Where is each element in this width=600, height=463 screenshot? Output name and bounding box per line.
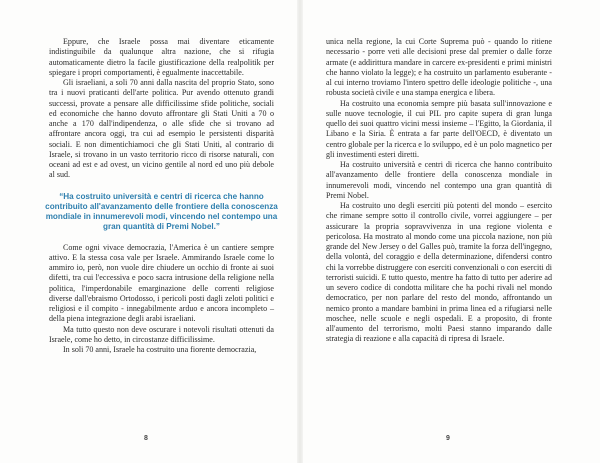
paragraph: Come ogni vivace democrazia, l'America è un cantiere sempre attivo. E la stessa cosa vale per Israele. Ammirando Israele come lo ammiro io, però, non vuole dire chiudere un occhio di fronte ai suoi difetti, tra cui l'eccessiva e poco sacra intrusione della religione nella politica, l'imperdonabile emarginazione delle correnti religiose diverse dall'ebraismo Ortodosso, i pericoli posti dagli zeloti politici e religiosi e il compito - innegabilmente arduo e ancora incompleto – della piena integrazione degli arabi israeliani.	[49, 242, 274, 324]
paragraph: Ha costruito uno degli eserciti più potenti del mondo – esercito che rimane sempre sotto il controllo civile, vorrei aggiungere – per assicurare la propria sopravvivenza in una regione violenta e pericolosa. Ha mostrato al mondo come una piccola nazione, non più grande del New Jersey o del Galles può, tramite la forza dell'ingegno, della volontà, del coraggio e della determinazione, difendersi contro chi la vorrebbe distruggere con eserciti convenzionali o con eserciti di terroristi suicidi. E tutto questo, mentre ha fatto di tutto per aderire ad un severo codice di condotta militare che ha pochi rivali nel mondo democratico, per non parlare del resto del mondo, affrontando un nemico pronto a mandare bambini in prima linea ed a rifugiarsi nelle moschee, nelle scuole e negli ospedali. E a proposito, di fronte all'aumento del terrorismo, molti Paesi stanno imparando dalle strategia di reazione e alla capacità di ripresa di Israele.	[326, 201, 552, 344]
paragraph: Eppure, che Israele possa mai diventare eticamente indistinguibile da qualunque altra nazione, che si rifugia automaticamente dietro la facile giustificazione della realpolitik per spiegare i propri comportamenti, è egualmente inaccettabile.	[49, 37, 274, 77]
book-gutter	[297, 0, 303, 463]
paragraph: Ha costruito una economia sempre più basata sull'innovazione e sulle nuove tecnologie, il cui PIL pro capite supera di gran lunga quello dei suoi quattro vicini messi insieme – l'Egitto, la Giordania, il Libano e la Siria. È entrata a far parte dell'OECD, è diventato un centro globale per la ricerca e lo sviluppo, ed è un polo magnetico per gli investimenti esteri diretti.	[326, 98, 552, 159]
pull-quote: “Ha costruito università e centri di ricerca che hanno contribuito all'avanzamento delle frontiere della conoscenza mondiale in innumerevoli modi, vincendo nel contempo una gran quantità di Premi Nobel.”	[45, 191, 278, 232]
page-number-right: 9	[446, 435, 450, 442]
paragraph: Ma tutto questo non deve oscurare i notevoli risultati ottenuti da Israele, come ho detto, in circostanze difficilissime.	[49, 324, 274, 344]
paragraph: In soli 70 anni, Israele ha costruito una fiorente democrazia,	[63, 345, 257, 355]
page-number-left: 8	[144, 435, 148, 442]
right-page	[326, 37, 552, 345]
paragraph-continuation: unica nella regione, la cui Corte Suprema può - quando lo ritiene necessario - porre veti alle decisioni prese dal premier o dalle forze armate (e addirittura mandare in carcere ex-presidenti e primi ministri che hanno violato la legge); e ha costruito un parlamento esuberante - al cui interno troviamo l'intero spettro delle ideologie politiche -, una robusta società civile e una stampa energica e libera.	[326, 37, 552, 98]
left-page	[45, 37, 278, 355]
paragraph: Ha costruito università e centri di ricerca che hanno contribuito all'avanzamento delle frontiere della conoscenza mondiale in innumerevoli modi, vincendo nel contempo una gran quantità di Premi Nobel.	[326, 160, 552, 200]
paragraph: Gli israeliani, a soli 70 anni dalla nascita del proprio Stato, sono tra i nuovi praticanti dell'arte politica. Pur avendo ottenuto grandi successi, provate a pensare alle difficilissime sfide politiche, sociali ed economiche che hanno dovuto affrontare gli Stati Uniti a 70 o anche a 170 dall'indipendenza, o alle sfide che si trovano ad affrontare ancora oggi, tra cui ad esempio le persistenti disparità sociali. E non dimentichiamoci che gli Stati Uniti, al contrario di Israele, si trovano in un vasto territorio ricco di risorse naturali, con oceani ad est e ad ovest, un vicino gentile al nord ed uno più debole al sud.	[49, 78, 274, 180]
